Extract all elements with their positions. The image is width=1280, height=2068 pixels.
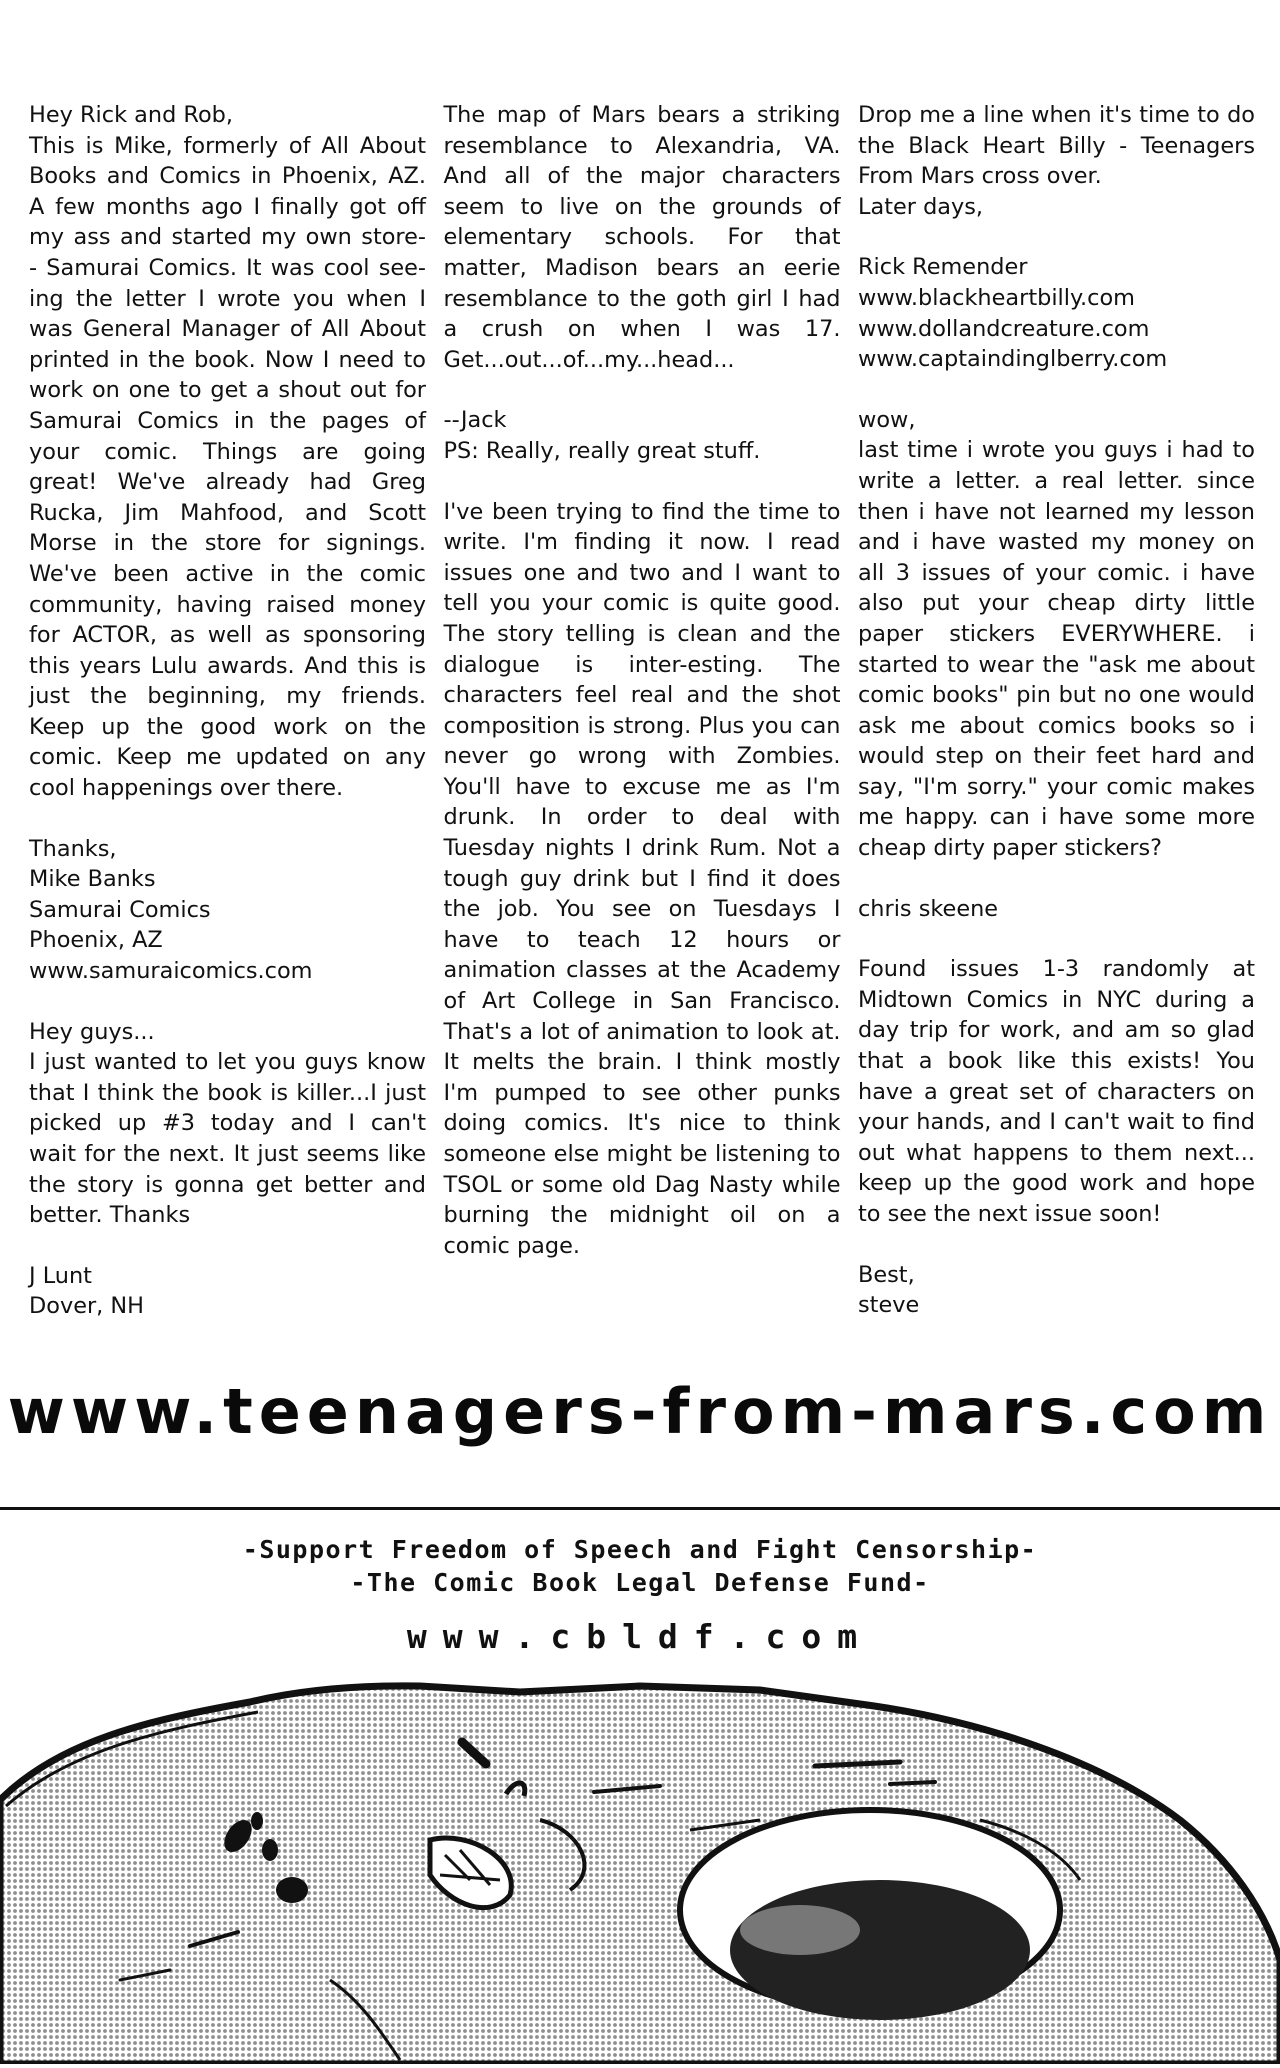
postscript: PS: Really, really great stuff. [443, 437, 761, 464]
signature-block [858, 252, 1255, 374]
letters-column-1 [29, 100, 426, 1340]
signature-location: Dover, NH [29, 1293, 144, 1320]
signature-name: --Jack [443, 407, 507, 434]
letters-column-3 [858, 100, 1255, 1340]
letter-body [444, 497, 841, 1262]
cbldf-psa [0, 1533, 1280, 1656]
letter-body: Drop me a line when it's time to do the Black Heart Billy - Teenagers From Mars cross over. [858, 102, 1255, 190]
crater [251, 1812, 263, 1830]
letter-block [29, 100, 426, 804]
letter-block [29, 1017, 426, 1231]
mars-planet-face-icon [0, 1680, 1280, 2064]
site-url: www.teenagers-from-mars.com [7, 1375, 1273, 1448]
mars-illustration [0, 1680, 1280, 2064]
psa-line-1: -Support Freedom of Speech and Fight Censorship- [242, 1535, 1038, 1564]
letter-body [444, 100, 841, 375]
signoff: Later days, [858, 193, 984, 220]
divider [0, 1507, 1280, 1510]
signoff: Thanks, [29, 835, 117, 862]
signature-name: Rick Remender [858, 254, 1028, 281]
letter-text: I've been trying to find the time to write. I'm finding it now. I read issues one and two and I want to tell you your comic is quite good. The story telling is clean and the dialogue is inter-esting. The characters feel real and the shot composition is strong. Plus you can never go wrong with Zombies. You'll have to excuse me as I'm drunk. In order to deal with Tuesday nights I drink Rum. Not a tough guy drink but I find it does the job. You see on Tuesdays I have to teach 12 hours or animation classes at the Academy of Art College in San Francisco. That's a lot of animation to look at. It melts the brain. I think mostly I'm pumped to see other punks doing comics. It's nice to think someone else might be listening to TSOL or some old Dag Nasty while burning the midnight oil on a comic page. [443, 498, 841, 1259]
letter-block [858, 405, 1255, 864]
salutation: Hey Rick and Rob, [29, 102, 233, 128]
planet-body [0, 1686, 1280, 2064]
signature-name: steve [858, 1292, 920, 1319]
letters-columns [29, 100, 1255, 1340]
signature-name: Mike Banks [29, 866, 156, 893]
signoff: Best, [858, 1261, 915, 1288]
signature-location: Phoenix, AZ [29, 927, 163, 954]
crater-mark [890, 1782, 935, 1784]
signature-url: www.captaindinglberry.com [858, 346, 1168, 373]
letter-body: last time i wrote you guys i had to write a letter. a real letter. since then i have not learned my lesson and i have wasted my money on all 3 issues of your comic. i have also put your cheap dirty little paper stickers EVERYWHERE. i started to wear the "ask me about comic books" pin but no one would ask me about comics books so i would step on their feet hard and say, "I'm sorry." your comic makes me happy. can i have some more cheap dirty paper stickers? [858, 437, 1255, 862]
crater [262, 1839, 278, 1861]
letters-column-2 [444, 100, 841, 1340]
eye-crater-highlight [740, 1905, 860, 1955]
signature-block [858, 1260, 1255, 1321]
signature-block [858, 894, 1255, 925]
signature-block [444, 405, 841, 466]
signature-url: www.samuraicomics.com [29, 958, 313, 985]
psa-url: www.cbldf.com [406, 1617, 874, 1656]
signature-store: Samurai Comics [29, 896, 211, 923]
signature-block [29, 1261, 426, 1322]
salutation: wow, [858, 406, 916, 433]
psa-line-2: -The Comic Book Legal Defense Fund- [350, 1568, 930, 1597]
signature-name: J Lunt [29, 1262, 92, 1289]
crater [276, 1877, 308, 1903]
letter-body: This is Mike, formerly of All About Books and Comics in Phoenix, AZ. A few months ago I finally got off my ass and started my own store- - Samurai Comics. It was cool see-ing the letter I wrote you when I was General Manager of All About printed in the book. Now I need to work on one to get a shout out for Samurai Comics in the pages of your comic. Things are going great! We've already had Greg Rucka, Jim Mahfood, and Scott Morse in the store for signings. We've been active in the comic community, having raised money for ACTOR, as well as sponsoring this years Lulu awards. And this is just the beginning, my friends. Keep up the good work on the comic. Keep me updated on any cool happenings over there. [29, 132, 426, 802]
letter-body [858, 954, 1255, 1229]
signature-url: www.blackheartbilly.com [858, 284, 1135, 311]
signature-name: chris skeene [858, 895, 999, 922]
signature-block [29, 834, 426, 987]
salutation: Hey guys... [29, 1018, 155, 1045]
letter-body: I just wanted to let you guys know that I think the book is killer...I just picked up #3 today and I can't wait for the next. It just seems like the story is gonna get better and better. Thanks [29, 1049, 426, 1229]
letter-text: Found issues 1-3 randomly at Midtown Comics in NYC during a day trip for work, and am so glad that a book like this exists! You have a great set of characters on your hands, and I can't wait to find out what happens to them next... keep up the good work and hope to see the next issue soon! [858, 956, 1255, 1227]
letter-text: The map of Mars bears a striking resemblance to Alexandria, VA. And all of the major characters seem to live on the grounds of elementary schools. For that matter, Madison bears an eerie resemblance to the goth girl I had a crush on when I was 17. Get...out...of...my...head... [443, 102, 841, 373]
letter-block [858, 100, 1255, 222]
signature-url: www.dollandcreature.com [858, 315, 1150, 342]
